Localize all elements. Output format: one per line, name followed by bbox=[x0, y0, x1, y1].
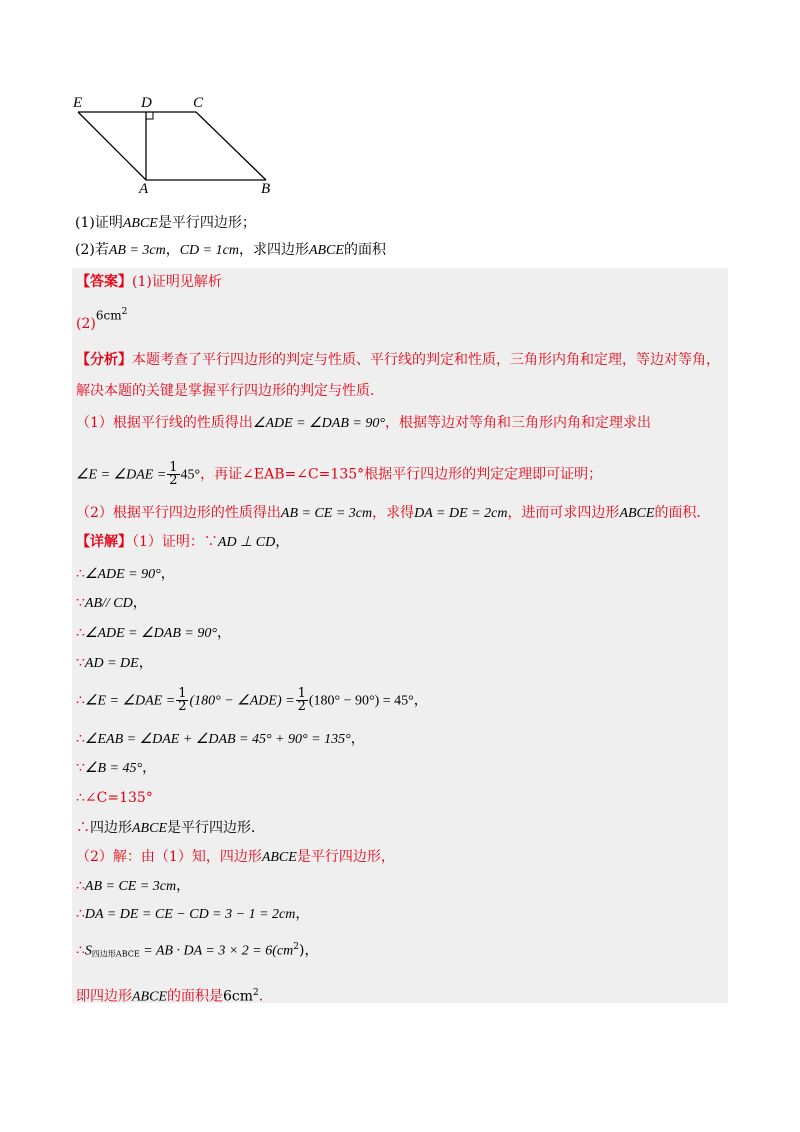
detail-l6-sym: ∴ bbox=[76, 692, 85, 709]
analysis-text-2: 解决本题的关键是掌握平行四边形的判定与性质． bbox=[76, 383, 384, 399]
step2-suffix: 的面积． bbox=[654, 505, 711, 521]
point-label-c: C bbox=[193, 95, 204, 111]
detail-line-2 bbox=[76, 565, 175, 584]
detail-line-14 bbox=[76, 938, 318, 964]
detail-l11-prefix: （2）解：由（1）知，四边形 bbox=[76, 849, 262, 865]
detail-l15-sup: 2 bbox=[253, 988, 259, 998]
detail-l10-suffix: 是平行四边形． bbox=[167, 820, 265, 836]
question-1 bbox=[75, 214, 256, 233]
detail-l6-frac2-den: 2 bbox=[297, 699, 306, 714]
q2-math-2: CD = 1cm bbox=[179, 243, 239, 258]
detail-l1-because: ∵ bbox=[203, 534, 218, 550]
detail-l6-fraction-2 bbox=[296, 688, 308, 713]
step1-prefix: （1）根据平行线的性质得出 bbox=[76, 415, 253, 431]
detail-l3-sym: ∵ bbox=[76, 595, 85, 611]
question-2 bbox=[75, 241, 386, 260]
segment-cb bbox=[196, 112, 266, 180]
step1b-frac-num: 1 bbox=[169, 460, 178, 475]
detail-l12-sym: ∴ bbox=[76, 878, 85, 894]
step1b-fraction bbox=[167, 462, 179, 487]
analysis-step2 bbox=[76, 504, 710, 523]
detail-l8-sym: ∵ bbox=[76, 760, 85, 776]
step1b-suffix: ，再证∠EAB=∠C=135°根据平行四边形的判定定理即可证明； bbox=[200, 466, 603, 483]
right-angle-mark bbox=[146, 112, 153, 119]
detail-line-8 bbox=[76, 759, 156, 778]
detail-l5-end: ， bbox=[138, 655, 153, 671]
detail-l14-math: = AB · DA = 3 × 2 = 6(cm bbox=[139, 943, 294, 959]
detail-l15-mid: 的面积是 bbox=[167, 988, 223, 1005]
detail-l11-math: ABCE bbox=[261, 850, 297, 865]
detail-line-9 bbox=[76, 789, 153, 807]
detail-tag: 【详解】 bbox=[76, 534, 132, 550]
detail-line-15 bbox=[76, 984, 273, 1007]
detail-l6-c: (180° − 90°) = 45° bbox=[308, 693, 414, 709]
q2-math-3: ABCE bbox=[308, 243, 344, 258]
detail-line-5 bbox=[76, 654, 153, 673]
point-label-b: B bbox=[261, 181, 271, 197]
step2-math-2: DA = DE = 2cm bbox=[414, 506, 508, 521]
detail-l9-sym: ∴ bbox=[76, 790, 85, 806]
step1b-frac-den: 2 bbox=[169, 473, 178, 488]
detail-l2-sym: ∴ bbox=[76, 566, 85, 582]
detail-line-7 bbox=[76, 730, 365, 749]
detail-l4-sym: ∴ bbox=[76, 625, 85, 641]
detail-line-10 bbox=[76, 819, 265, 838]
detail-l6-end: ， bbox=[413, 692, 428, 709]
detail-l4-end: ， bbox=[216, 625, 231, 641]
q1-prefix: (1)证明 bbox=[75, 215, 123, 231]
detail-l15-math: ABCE bbox=[132, 989, 167, 1005]
answer-tag: 【答案】 bbox=[76, 274, 132, 290]
detail-l12-math: AB = CE = 3cm bbox=[84, 879, 177, 894]
analysis-text-1: 本题考查了平行四边形的判定与性质、平行线的判定和性质，三角形内角和定理，等边对等角， bbox=[132, 352, 720, 368]
detail-l14-sym: ∴ bbox=[76, 942, 85, 959]
point-label-e: E bbox=[73, 95, 83, 111]
detail-l3-end: ， bbox=[132, 595, 147, 611]
answer-part2-sup: 2 bbox=[121, 307, 128, 317]
detail-line-4 bbox=[76, 624, 231, 643]
answer-part2-value: 6cm bbox=[95, 308, 122, 323]
answer-part2-line bbox=[76, 303, 128, 332]
detail-l8-math: ∠B = 45° bbox=[84, 761, 143, 776]
detail-line-13 bbox=[76, 905, 309, 924]
detail-l14-sub: 四边形ABCE bbox=[91, 949, 140, 959]
detail-l10-sym: ∴ bbox=[76, 820, 90, 836]
detail-l2-math: ∠ADE = 90° bbox=[84, 567, 161, 582]
detail-l13-math: DA = DE = CE − CD = 3 − 1 = 2cm bbox=[84, 907, 296, 922]
detail-l5-math: AD = DE bbox=[84, 656, 139, 671]
detail-l12-end: ， bbox=[176, 878, 191, 894]
q2-prefix: (2)若 bbox=[75, 242, 109, 258]
detail-l6-a: ∠E = ∠DAE = bbox=[84, 693, 176, 709]
detail-l14-s: S bbox=[84, 943, 92, 959]
q2-sep: ， bbox=[165, 242, 180, 258]
detail-l10-math: ABCE bbox=[132, 821, 167, 836]
detail-line-1 bbox=[76, 533, 289, 552]
step1b-math-right: 45° bbox=[180, 467, 201, 483]
detail-l1-prefix: （1）证明： bbox=[132, 534, 204, 550]
detail-l10-prefix: 四边形 bbox=[90, 820, 132, 836]
q2-suffix: 的面积 bbox=[343, 242, 386, 258]
detail-l7-math: ∠EAB = ∠DAE + ∠DAB = 45° + 90° = 135° bbox=[84, 732, 351, 747]
step1-suffix: ，根据等边对等角和三角形内角和定理求出 bbox=[384, 415, 651, 431]
detail-l6-frac-den: 2 bbox=[178, 699, 187, 714]
detail-l11-suffix: 是平行四边形， bbox=[296, 849, 395, 865]
detail-line-11 bbox=[76, 848, 395, 867]
detail-l3-math: AB// CD bbox=[84, 596, 133, 611]
step1-math: ∠ADE = ∠DAB = 90° bbox=[252, 416, 385, 431]
detail-l1-end: ， bbox=[275, 534, 290, 550]
detail-l13-end: ， bbox=[295, 906, 310, 922]
detail-l4-math: ∠ADE = ∠DAB = 90° bbox=[84, 626, 217, 641]
q1-suffix: 是平行四边形； bbox=[157, 215, 256, 231]
detail-l5-sym: ∵ bbox=[76, 655, 85, 671]
detail-l6-fraction bbox=[176, 688, 188, 713]
analysis-line-1 bbox=[76, 351, 720, 369]
point-label-d: D bbox=[141, 95, 152, 111]
detail-l6-frac-num: 1 bbox=[178, 686, 187, 701]
analysis-line-2 bbox=[76, 382, 384, 400]
detail-l15-val: 6cm bbox=[223, 988, 254, 1005]
q2-math-1: AB = 3cm bbox=[108, 243, 166, 258]
detail-l15-end: ． bbox=[258, 988, 273, 1005]
detail-l7-sym: ∴ bbox=[76, 731, 85, 747]
parallelogram-figure bbox=[68, 92, 288, 202]
detail-l2-end: ， bbox=[160, 566, 175, 582]
step1b-math-left: ∠E = ∠DAE = bbox=[76, 467, 167, 483]
step2-math-3: ABCE bbox=[619, 506, 655, 521]
detail-l1-math: AD ⊥ CD bbox=[217, 535, 276, 550]
segment-ea bbox=[78, 112, 146, 180]
analysis-tag: 【分析】 bbox=[76, 352, 132, 368]
answer-part1: (1)证明见解析 bbox=[132, 274, 222, 290]
step2-mid: ，求得 bbox=[372, 505, 415, 521]
detail-l14-sup: 2 bbox=[293, 942, 299, 952]
detail-l6-frac2-num: 1 bbox=[297, 686, 306, 701]
q2-mid: ，求四边形 bbox=[238, 242, 309, 258]
step2-math-1: AB = CE = 3cm bbox=[280, 506, 373, 521]
step2-prefix: （2）根据平行四边形的性质得出 bbox=[76, 505, 281, 521]
analysis-step1b bbox=[76, 462, 602, 487]
step2-mid2: ，进而可求四边形 bbox=[507, 505, 620, 521]
figure-drawing bbox=[68, 92, 288, 202]
detail-l14-end: ， bbox=[304, 942, 319, 959]
detail-l9-text: ∠C=135° bbox=[84, 790, 153, 806]
q1-math: ABCE bbox=[122, 216, 158, 231]
answer-line bbox=[76, 273, 222, 291]
point-label-a: A bbox=[139, 181, 149, 197]
detail-l8-end: ， bbox=[142, 760, 157, 776]
detail-l7-end: ， bbox=[350, 731, 365, 747]
detail-line-6 bbox=[76, 688, 428, 713]
detail-l13-sym: ∴ bbox=[76, 906, 85, 922]
detail-l6-b: (180° − ∠ADE) = bbox=[189, 693, 295, 709]
detail-l14-close: ) bbox=[298, 942, 305, 959]
detail-l15-prefix: 即四边形 bbox=[76, 988, 132, 1005]
detail-line-3 bbox=[76, 594, 147, 613]
detail-line-12 bbox=[76, 877, 190, 896]
answer-part2-label: (2) bbox=[76, 315, 96, 332]
analysis-step1 bbox=[76, 414, 651, 433]
